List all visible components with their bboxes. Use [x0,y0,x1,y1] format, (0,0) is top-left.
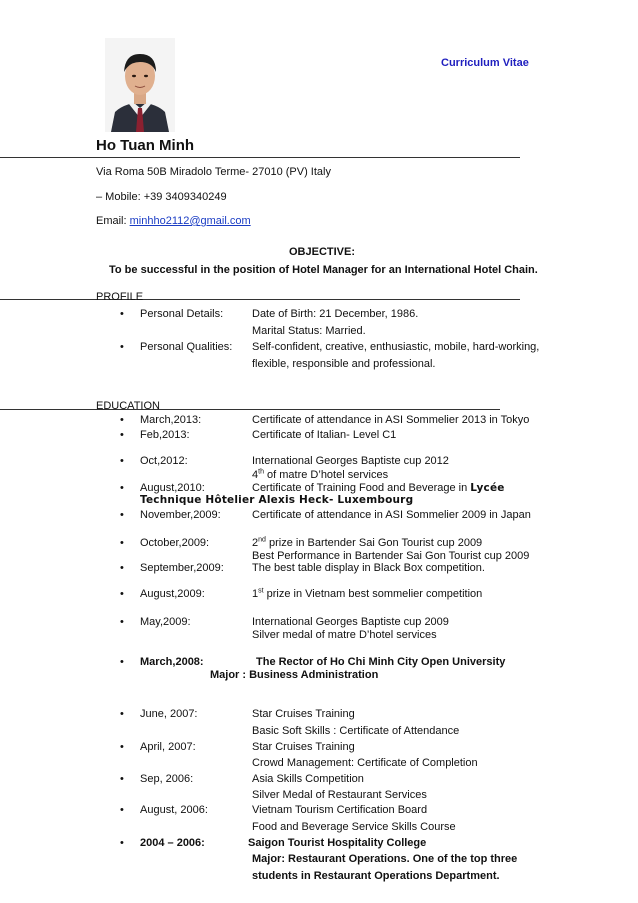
education-detail: International Georges Baptiste cup 2009 [252,616,449,628]
ordinal-number: 4 [252,469,259,481]
education-heading: EDUCATION [96,400,160,412]
candidate-name: Ho Tuan Minh [96,137,195,154]
email-line [96,215,251,227]
education-detail: Basic Soft Skills : Certificate of Attendance [252,725,460,737]
education-date: Sep, 2006: [140,773,194,785]
education-date: August, 2006: [140,804,208,816]
education-detail: Certificate of Italian- Level C1 [252,429,397,441]
detail-text: Certificate of Training Food and Beverage in [252,482,471,494]
education-date: Feb,2013: [140,429,190,441]
bullet: • [120,708,124,720]
ordinal-number: 2 [252,537,259,549]
education-date: 2004 – 2006: [140,837,205,849]
profile-value: Marital Status: Married. [252,325,366,337]
bullet: • [120,537,124,549]
bullet: • [120,741,124,753]
education-detail [252,469,388,481]
objective-text: To be successful in the position of Hotel Manager for an International Hotel Chain. [109,264,538,276]
bullet: • [120,308,124,320]
bullet: • [120,616,124,628]
education-detail: International Georges Baptiste cup 2012 [252,455,449,467]
bullet: • [120,588,124,600]
bullet: • [120,455,124,467]
education-detail: Best Performance in Bartender Sai Gon Tourist cup 2009 [252,550,530,562]
bullet: • [120,509,124,521]
education-detail [252,482,505,494]
bullet: • [120,804,124,816]
ordinal-suffix: st [258,587,264,595]
detail-text: prize in Bartender Sai Gon Tourist cup 2009 [265,537,483,549]
education-detail: Silver Medal of Restaurant Services [252,789,427,801]
education-date: April, 2007: [140,741,196,753]
education-detail [252,537,482,549]
bullet: • [120,482,124,494]
education-date: September,2009: [140,562,224,574]
education-detail: Vietnam Tourism Certification Board [252,804,428,816]
bullet: • [120,837,124,849]
mobile: – Mobile: +39 3409340249 [96,191,227,203]
education-detail: Certificate of attendance in ASI Sommelier 2009 in Japan [252,509,531,521]
detail-text: prize in Vietnam best sommelier competition [263,588,483,600]
email-link[interactable]: minhho2112@gmail.com [129,215,251,227]
education-detail: Food and Beverage Service Skills Course [252,821,456,833]
education-date: March,2008: [140,656,204,668]
detail-text: of matre D’hotel services [263,469,389,481]
education-detail: Crowd Management: Certificate of Completion [252,757,478,769]
profile-label: Personal Details: [140,308,224,320]
education-detail: Major : Business Administration [210,669,379,681]
education-detail: Major: Restaurant Operations. One of the top three [252,853,518,865]
ordinal-suffix: th [258,468,264,476]
ordinal-number: 1 [252,588,259,600]
bullet: • [120,773,124,785]
profile-photo [105,38,175,132]
objective-heading: OBJECTIVE: [289,246,356,258]
profile-value: Date of Birth: 21 December, 1986. [252,308,419,320]
bullet: • [120,429,124,441]
profile-value: flexible, responsible and professional. [252,358,436,370]
education-detail: Star Cruises Training [252,741,355,753]
profile-label: Personal Qualities: [140,341,233,353]
education-detail: Silver medal of matre D’hotel services [252,629,437,641]
education-date: August,2009: [140,588,205,600]
address: Via Roma 50B Miradolo Terme- 27010 (PV) Italy [96,166,331,178]
email-label: Email: [96,215,130,227]
document-title: Curriculum Vitae [441,57,529,69]
divider [0,157,520,158]
education-date: November,2009: [140,509,221,521]
divider [0,409,500,410]
education-date: May,2009: [140,616,191,628]
bullet: • [120,414,124,426]
portrait-image [105,38,175,132]
education-date: October,2009: [140,537,210,549]
ordinal-suffix: nd [258,536,266,544]
education-date: Oct,2012: [140,455,188,467]
education-detail: Star Cruises Training [252,708,355,720]
education-detail [252,588,482,600]
education-date: March,2013: [140,414,202,426]
school-name: Technique Hôtelier Alexis Heck- Luxembourg [140,494,414,506]
education-detail: The best table display in Black Box competition. [252,562,485,574]
bullet: • [120,562,124,574]
education-detail: The Rector of Ho Chi Minh City Open University [256,656,506,668]
education-date: August,2010: [140,482,205,494]
profile-heading: PROFILE [96,291,144,303]
bullet: • [120,656,124,668]
education-detail: Saigon Tourist Hospitality College [248,837,427,849]
divider [0,299,520,300]
education-detail: students in Restaurant Operations Department. [252,870,500,882]
education-detail: Certificate of attendance in ASI Sommelier 2013 in Tokyo [252,414,530,426]
education-detail: Asia Skills Competition [252,773,364,785]
bullet: • [120,341,124,353]
profile-value: Self-confident, creative, enthusiastic, mobile, hard-working, [252,341,540,353]
education-date: June, 2007: [140,708,198,720]
school-name: Lycée [470,482,505,494]
